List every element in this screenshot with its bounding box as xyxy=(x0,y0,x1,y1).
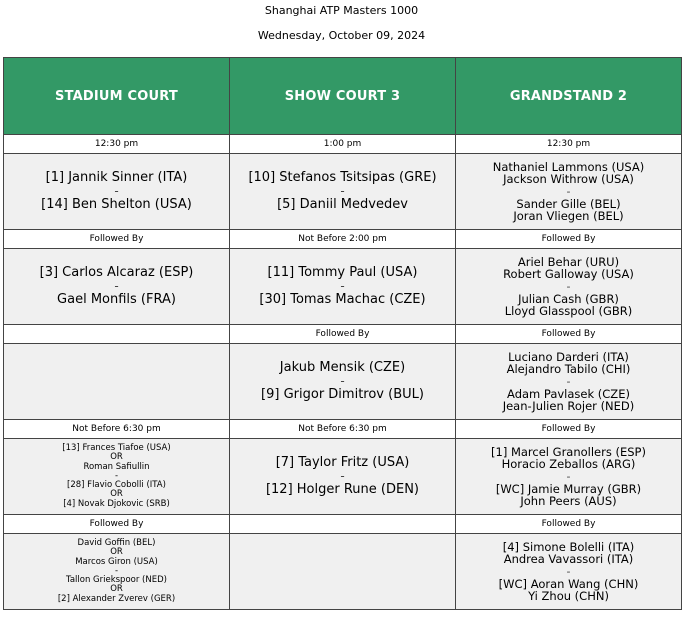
player-name: Jackson Withrow (USA) xyxy=(503,172,634,186)
player-name: [11] Tommy Paul (USA) xyxy=(267,265,418,280)
player-name: Andrea Vavassori (ITA) xyxy=(503,552,634,566)
match-cell xyxy=(4,439,230,515)
player-name: Jakub Mensik (CZE) xyxy=(279,360,406,375)
player-name: [7] Taylor Fritz (USA) xyxy=(275,455,410,470)
player-name: Robert Galloway (USA) xyxy=(503,267,634,281)
player-name: [1] Jannik Sinner (ITA) xyxy=(45,170,188,185)
time-label: Followed By xyxy=(4,230,230,249)
match-cell xyxy=(456,439,682,515)
player-name: [14] Ben Shelton (USA) xyxy=(41,197,192,212)
time-label: Followed By xyxy=(230,325,456,344)
match-cell xyxy=(456,154,682,230)
match-separator: OR xyxy=(110,584,123,595)
order-of-play-table xyxy=(3,57,682,610)
match-separator: - xyxy=(566,564,571,578)
player-name: [12] Holger Rune (DEN) xyxy=(265,482,420,497)
player-name: Adam Pavlasek (CZE) xyxy=(507,386,630,401)
player-name: Lloyd Glasspool (GBR) xyxy=(504,304,633,318)
time-row xyxy=(4,230,682,249)
match-separator: - xyxy=(566,374,571,388)
player-name: [2] Alexander Zverev (GER) xyxy=(57,593,176,604)
player-name: [28] Flavio Cobolli (ITA) xyxy=(67,480,166,491)
match-separator: - xyxy=(566,184,571,198)
time-row xyxy=(4,135,682,154)
match-separator: - xyxy=(340,469,345,483)
player-name: Jean-Julien Rojer (NED) xyxy=(502,399,635,413)
time-label: 1:00 pm xyxy=(230,135,456,154)
player-name: Gael Monfils (FRA) xyxy=(57,292,176,307)
match-row xyxy=(4,534,682,610)
match-cell xyxy=(230,344,456,420)
player-name: Sander Gille (BEL) xyxy=(516,196,621,211)
time-row xyxy=(4,515,682,534)
match-cell xyxy=(230,439,456,515)
tournament-title: Shanghai ATP Masters 1000 xyxy=(264,4,419,17)
player-name: Alejandro Tabilo (CHI) xyxy=(506,362,631,376)
player-name: [WC] Jamie Murray (GBR) xyxy=(495,481,642,496)
time-label: Not Before 6:30 pm xyxy=(4,420,230,439)
match-cell xyxy=(230,249,456,325)
player-name: Horacio Zeballos (ARG) xyxy=(501,457,636,471)
match-cell xyxy=(230,154,456,230)
match-separator: - xyxy=(340,374,345,388)
time-row xyxy=(4,420,682,439)
match-row xyxy=(4,154,682,230)
player-name: Joran Vliegen (BEL) xyxy=(513,209,624,223)
match-row xyxy=(4,249,682,325)
match-separator: - xyxy=(340,184,345,198)
match-cell xyxy=(456,344,682,420)
time-label xyxy=(4,325,230,344)
time-label: Followed By xyxy=(456,420,682,439)
player-name: John Peers (AUS) xyxy=(520,494,617,508)
time-row xyxy=(4,325,682,344)
match-cell xyxy=(456,249,682,325)
time-label: Followed By xyxy=(456,515,682,534)
match-cell xyxy=(230,534,456,610)
court-header: SHOW COURT 3 xyxy=(230,58,456,135)
time-label: 12:30 pm xyxy=(456,135,682,154)
player-name: Nathaniel Lammons (USA) xyxy=(492,159,645,174)
player-name: Luciano Darderi (ITA) xyxy=(508,349,629,364)
match-separator: - xyxy=(114,279,119,293)
match-separator: - xyxy=(114,470,119,481)
player-name: [1] Marcel Granollers (ESP) xyxy=(491,444,646,459)
player-name: [30] Tomas Machac (CZE) xyxy=(259,292,426,307)
player-name: [WC] Aoran Wang (CHN) xyxy=(498,576,639,591)
court-header: STADIUM COURT xyxy=(4,58,230,135)
court-header: GRANDSTAND 2 xyxy=(456,58,682,135)
time-label: Not Before 6:30 pm xyxy=(230,420,456,439)
court-header-row xyxy=(4,58,682,135)
player-name: David Goffin (BEL) xyxy=(77,538,156,549)
time-label: 12:30 pm xyxy=(4,135,230,154)
player-name: Julian Cash (GBR) xyxy=(518,291,619,306)
player-name: [4] Novak Djokovic (SRB) xyxy=(63,498,170,509)
player-name: [10] Stefanos Tsitsipas (GRE) xyxy=(248,170,437,185)
match-cell xyxy=(4,534,230,610)
match-separator: - xyxy=(114,184,119,198)
schedule-date: Wednesday, October 09, 2024 xyxy=(257,29,426,42)
time-label: Followed By xyxy=(456,230,682,249)
match-separator: OR xyxy=(110,452,123,463)
player-name: [13] Frances Tiafoe (USA) xyxy=(62,443,171,454)
match-cell xyxy=(456,534,682,610)
player-name: [9] Grigor Dimitrov (BUL) xyxy=(261,387,424,402)
time-label xyxy=(230,515,456,534)
player-name: Yi Zhou (CHN) xyxy=(528,589,609,603)
match-row xyxy=(4,344,682,420)
player-name: Roman Safiullin xyxy=(83,461,150,472)
player-name: [5] Daniil Medvedev xyxy=(277,197,408,212)
time-label: Not Before 2:00 pm xyxy=(230,230,456,249)
player-name: Marcos Giron (USA) xyxy=(75,556,158,567)
match-separator: - xyxy=(566,469,571,483)
player-name: Tallon Griekspoor (NED) xyxy=(66,575,167,586)
player-name: Ariel Behar (URU) xyxy=(517,254,620,269)
match-cell xyxy=(4,249,230,325)
match-separator: - xyxy=(566,279,571,293)
match-separator: - xyxy=(114,565,119,576)
time-label: Followed By xyxy=(456,325,682,344)
player-name: [4] Simone Bolelli (ITA) xyxy=(502,539,635,554)
match-separator: OR xyxy=(110,489,123,500)
match-cell xyxy=(4,344,230,420)
match-separator: - xyxy=(340,279,345,293)
player-name: [3] Carlos Alcaraz (ESP) xyxy=(39,265,194,280)
match-separator: OR xyxy=(110,547,123,558)
time-label: Followed By xyxy=(4,515,230,534)
match-row xyxy=(4,439,682,515)
match-cell xyxy=(4,154,230,230)
